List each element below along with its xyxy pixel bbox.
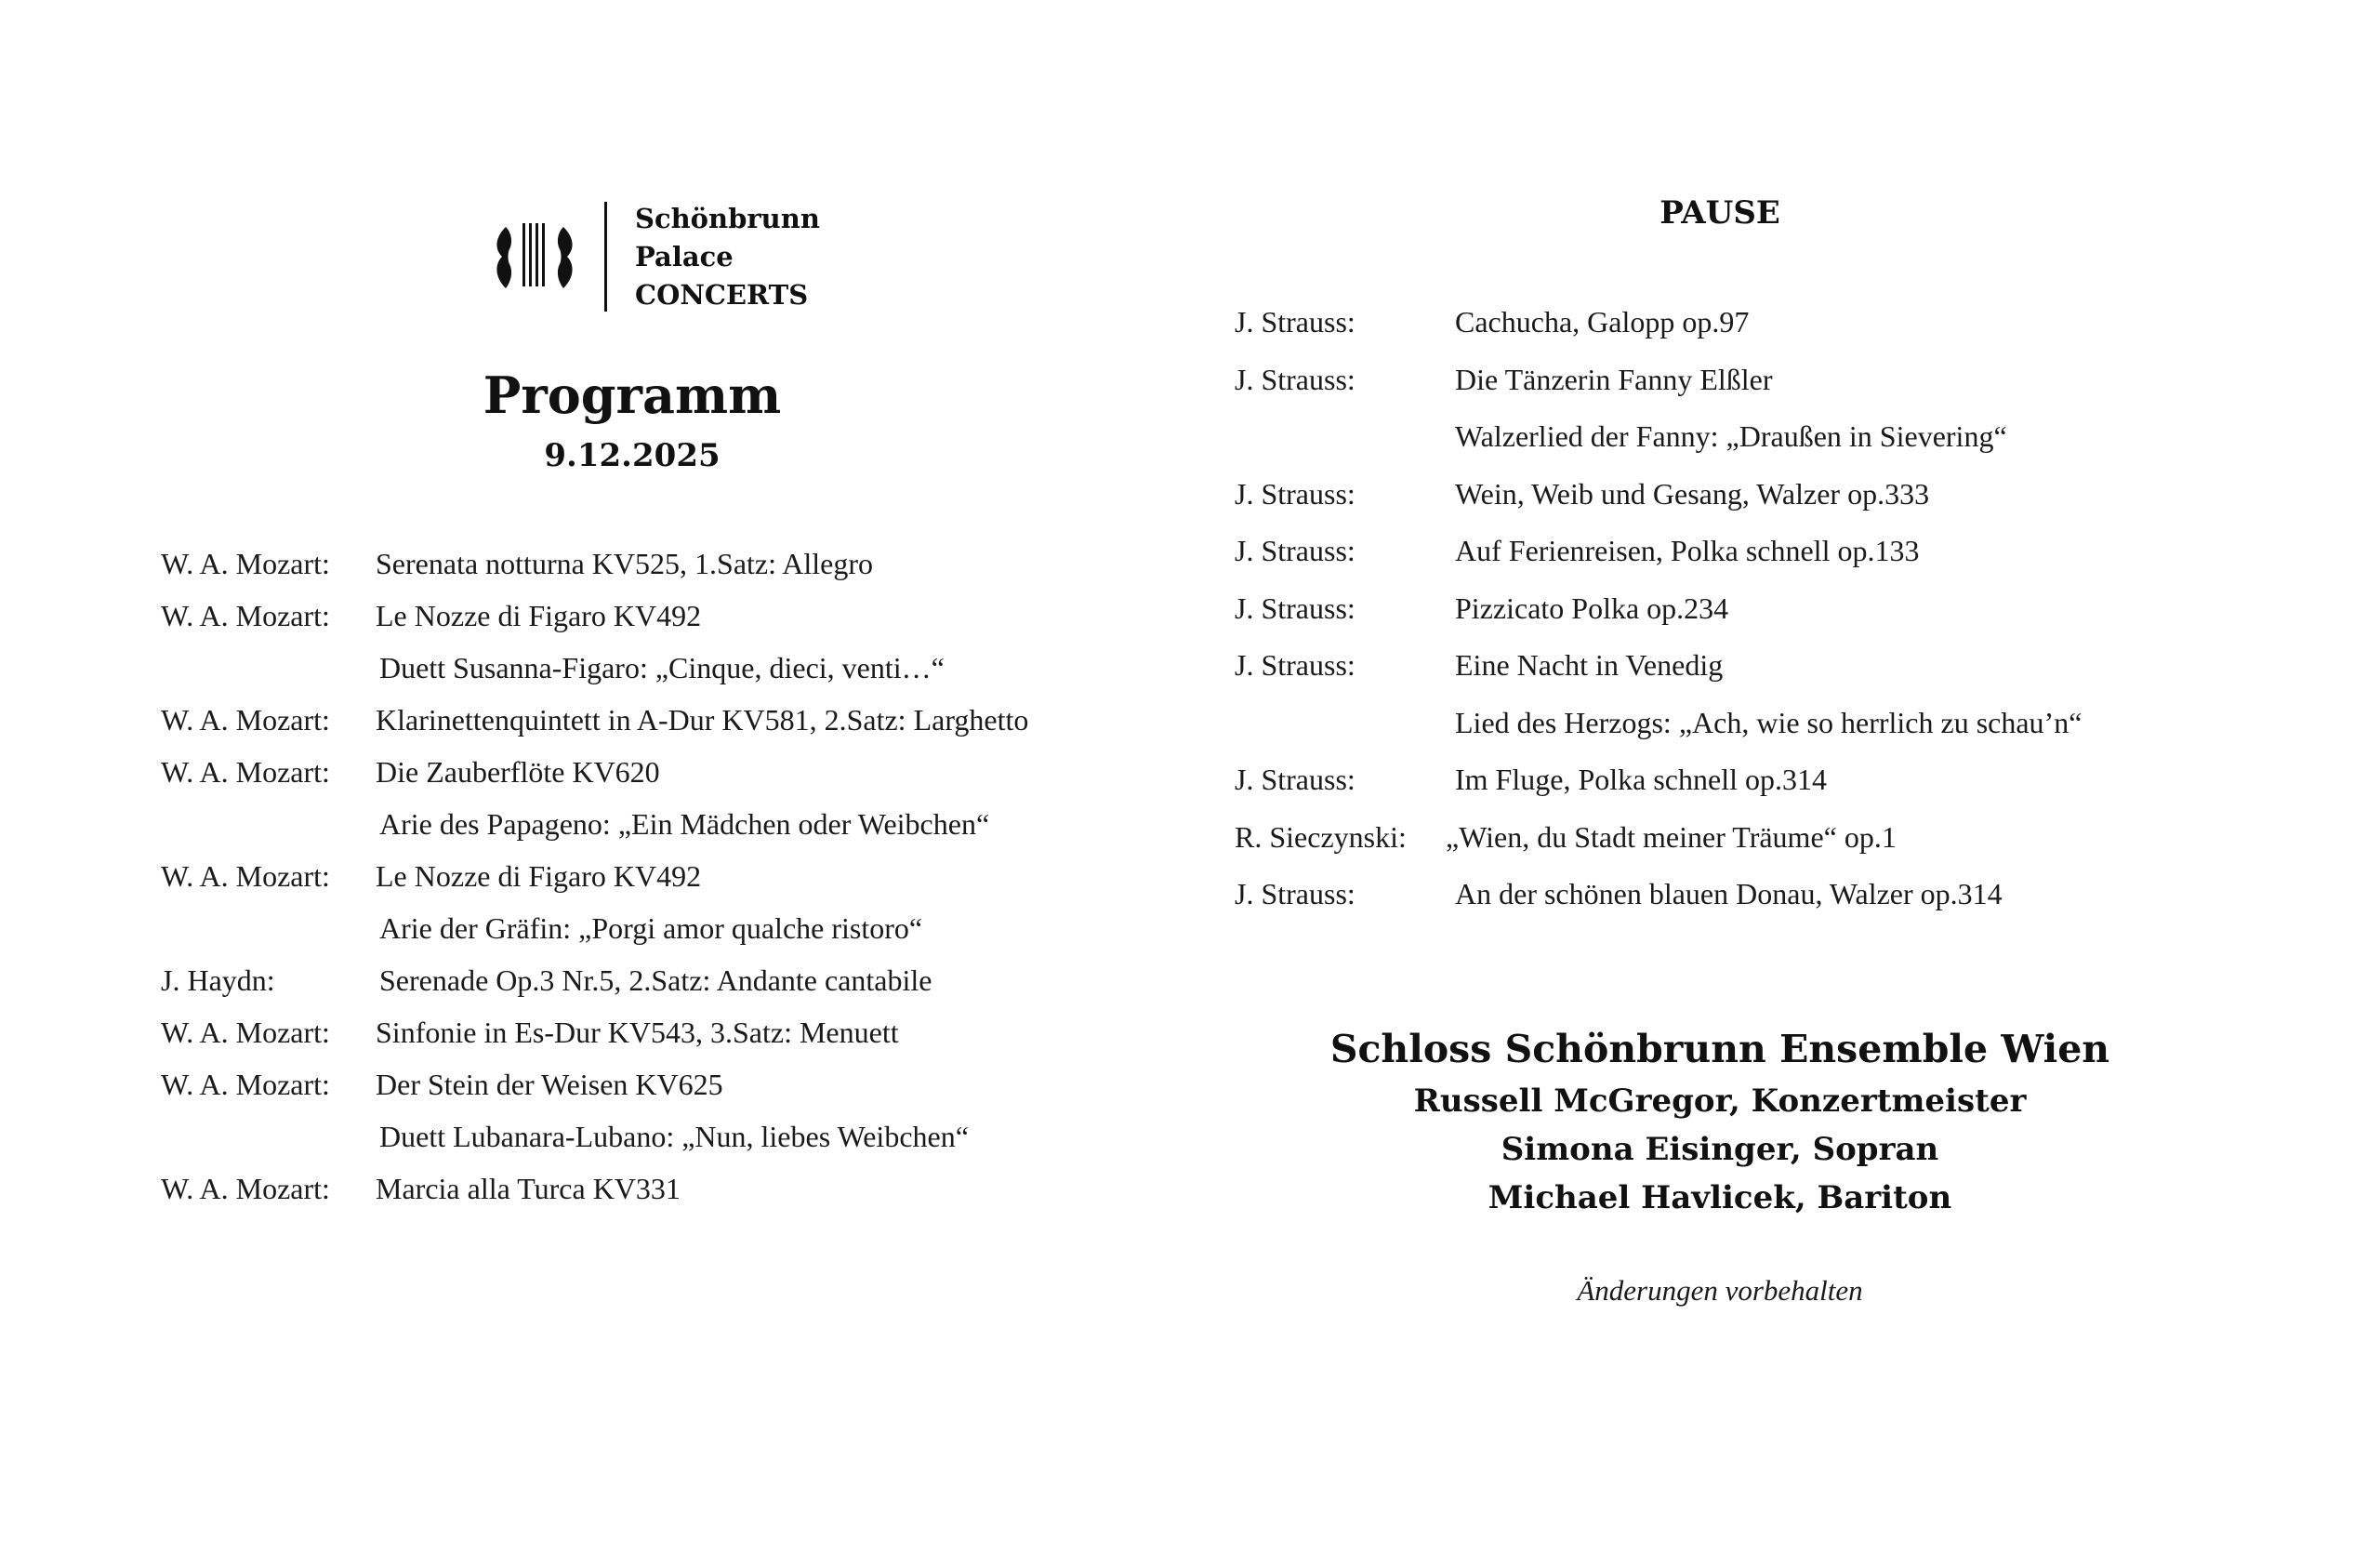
composer: W. A. Mozart: bbox=[161, 755, 330, 789]
work: Le Nozze di Figaro KV492 bbox=[376, 859, 702, 893]
page-title: Programm bbox=[483, 365, 782, 425]
work: Die Tänzerin Fanny Elßler bbox=[1455, 362, 1773, 396]
work: Serenade Op.3 Nr.5, 2.Satz: Andante cantabile bbox=[379, 963, 932, 997]
ensemble-block bbox=[1209, 1021, 2231, 1222]
work: Die Zauberflöte KV620 bbox=[376, 755, 660, 789]
composer: W. A. Mozart: bbox=[161, 703, 330, 737]
composer: J. Strauss: bbox=[1235, 305, 1355, 339]
pause-heading: PAUSE bbox=[1659, 194, 1780, 232]
concert-date: 9.12.2025 bbox=[544, 437, 721, 474]
work-detail: Duett Lubanara-Lubano: „Nun, liebes Weibchen“ bbox=[379, 1120, 969, 1153]
performer: Michael Havlicek, Bariton bbox=[1488, 1179, 1952, 1216]
composer: J. Strauss: bbox=[1235, 534, 1355, 567]
logo-wordmark bbox=[635, 200, 820, 314]
composer: J. Strauss: bbox=[1235, 763, 1355, 796]
work: Serenata notturna KV525, 1.Satz: Allegro bbox=[376, 547, 873, 580]
composer: W. A. Mozart: bbox=[161, 1068, 330, 1101]
work: Wein, Weib und Gesang, Walzer op.333 bbox=[1455, 476, 1930, 511]
disclaimer: Änderungen vorbehalten bbox=[1577, 1274, 1863, 1307]
ensemble-name: Schloss Schönbrunn Ensemble Wien bbox=[1329, 1027, 2110, 1071]
work: An der schönen blauen Donau, Walzer op.314 bbox=[1455, 877, 2003, 910]
work: „Wien, du Stadt meiner Träume“ op.1 bbox=[1446, 819, 1897, 854]
composer: W. A. Mozart: bbox=[161, 859, 330, 893]
work: Pizzicato Polka op.234 bbox=[1455, 591, 1729, 625]
violin-silhouette-icon bbox=[493, 219, 576, 294]
work: Cachucha, Galopp op.97 bbox=[1455, 305, 1750, 339]
composer: W. A. Mozart: bbox=[161, 599, 330, 632]
work: Klarinettenquintett in A-Dur KV581, 2.Satz: Larghetto bbox=[376, 703, 1029, 737]
composer: J. Strauss: bbox=[1235, 476, 1355, 511]
work: Eine Nacht in Venedig bbox=[1455, 648, 1724, 682]
composer: R. Sieczynski: bbox=[1235, 819, 1407, 854]
work: Le Nozze di Figaro KV492 bbox=[376, 599, 702, 632]
composer: W. A. Mozart: bbox=[161, 1172, 330, 1205]
composer: J. Strauss: bbox=[1235, 362, 1355, 396]
logo-line-2: Palace bbox=[635, 240, 734, 272]
logo bbox=[493, 200, 820, 313]
logo-divider bbox=[604, 202, 607, 312]
work: Der Stein der Weisen KV625 bbox=[376, 1068, 723, 1101]
work: Auf Ferienreisen, Polka schnell op.133 bbox=[1455, 534, 1920, 567]
composer: J. Strauss: bbox=[1235, 591, 1355, 625]
work-detail: Lied des Herzogs: „Ach, wie so herrlich zu schau’n“ bbox=[1455, 705, 2082, 739]
work: Marcia alla Turca KV331 bbox=[376, 1172, 681, 1205]
composer: J. Strauss: bbox=[1235, 648, 1355, 682]
work: Im Fluge, Polka schnell op.314 bbox=[1455, 763, 1827, 796]
composer: W. A. Mozart: bbox=[161, 1016, 330, 1049]
performer: Simona Eisinger, Sopran bbox=[1501, 1131, 1939, 1168]
work-detail: Arie der Gräfin: „Porgi amor qualche ristoro“ bbox=[379, 911, 923, 945]
work-detail: Arie des Papageno: „Ein Mädchen oder Weibchen“ bbox=[379, 807, 990, 841]
work-detail: Duett Susanna-Figaro: „Cinque, dieci, venti…“ bbox=[379, 651, 945, 684]
performer: Russell McGregor, Konzertmeister bbox=[1413, 1082, 2027, 1120]
logo-line-3: CONCERTS bbox=[635, 278, 809, 311]
logo-line-1: Schönbrunn bbox=[635, 202, 820, 234]
work: Sinfonie in Es-Dur KV543, 3.Satz: Menuett bbox=[376, 1016, 899, 1049]
composer: J. Strauss: bbox=[1235, 877, 1355, 910]
work-detail: Walzerlied der Fanny: „Draußen in Sievering“ bbox=[1455, 419, 2007, 453]
composer: J. Haydn: bbox=[161, 963, 275, 997]
composer: W. A. Mozart: bbox=[161, 547, 330, 580]
